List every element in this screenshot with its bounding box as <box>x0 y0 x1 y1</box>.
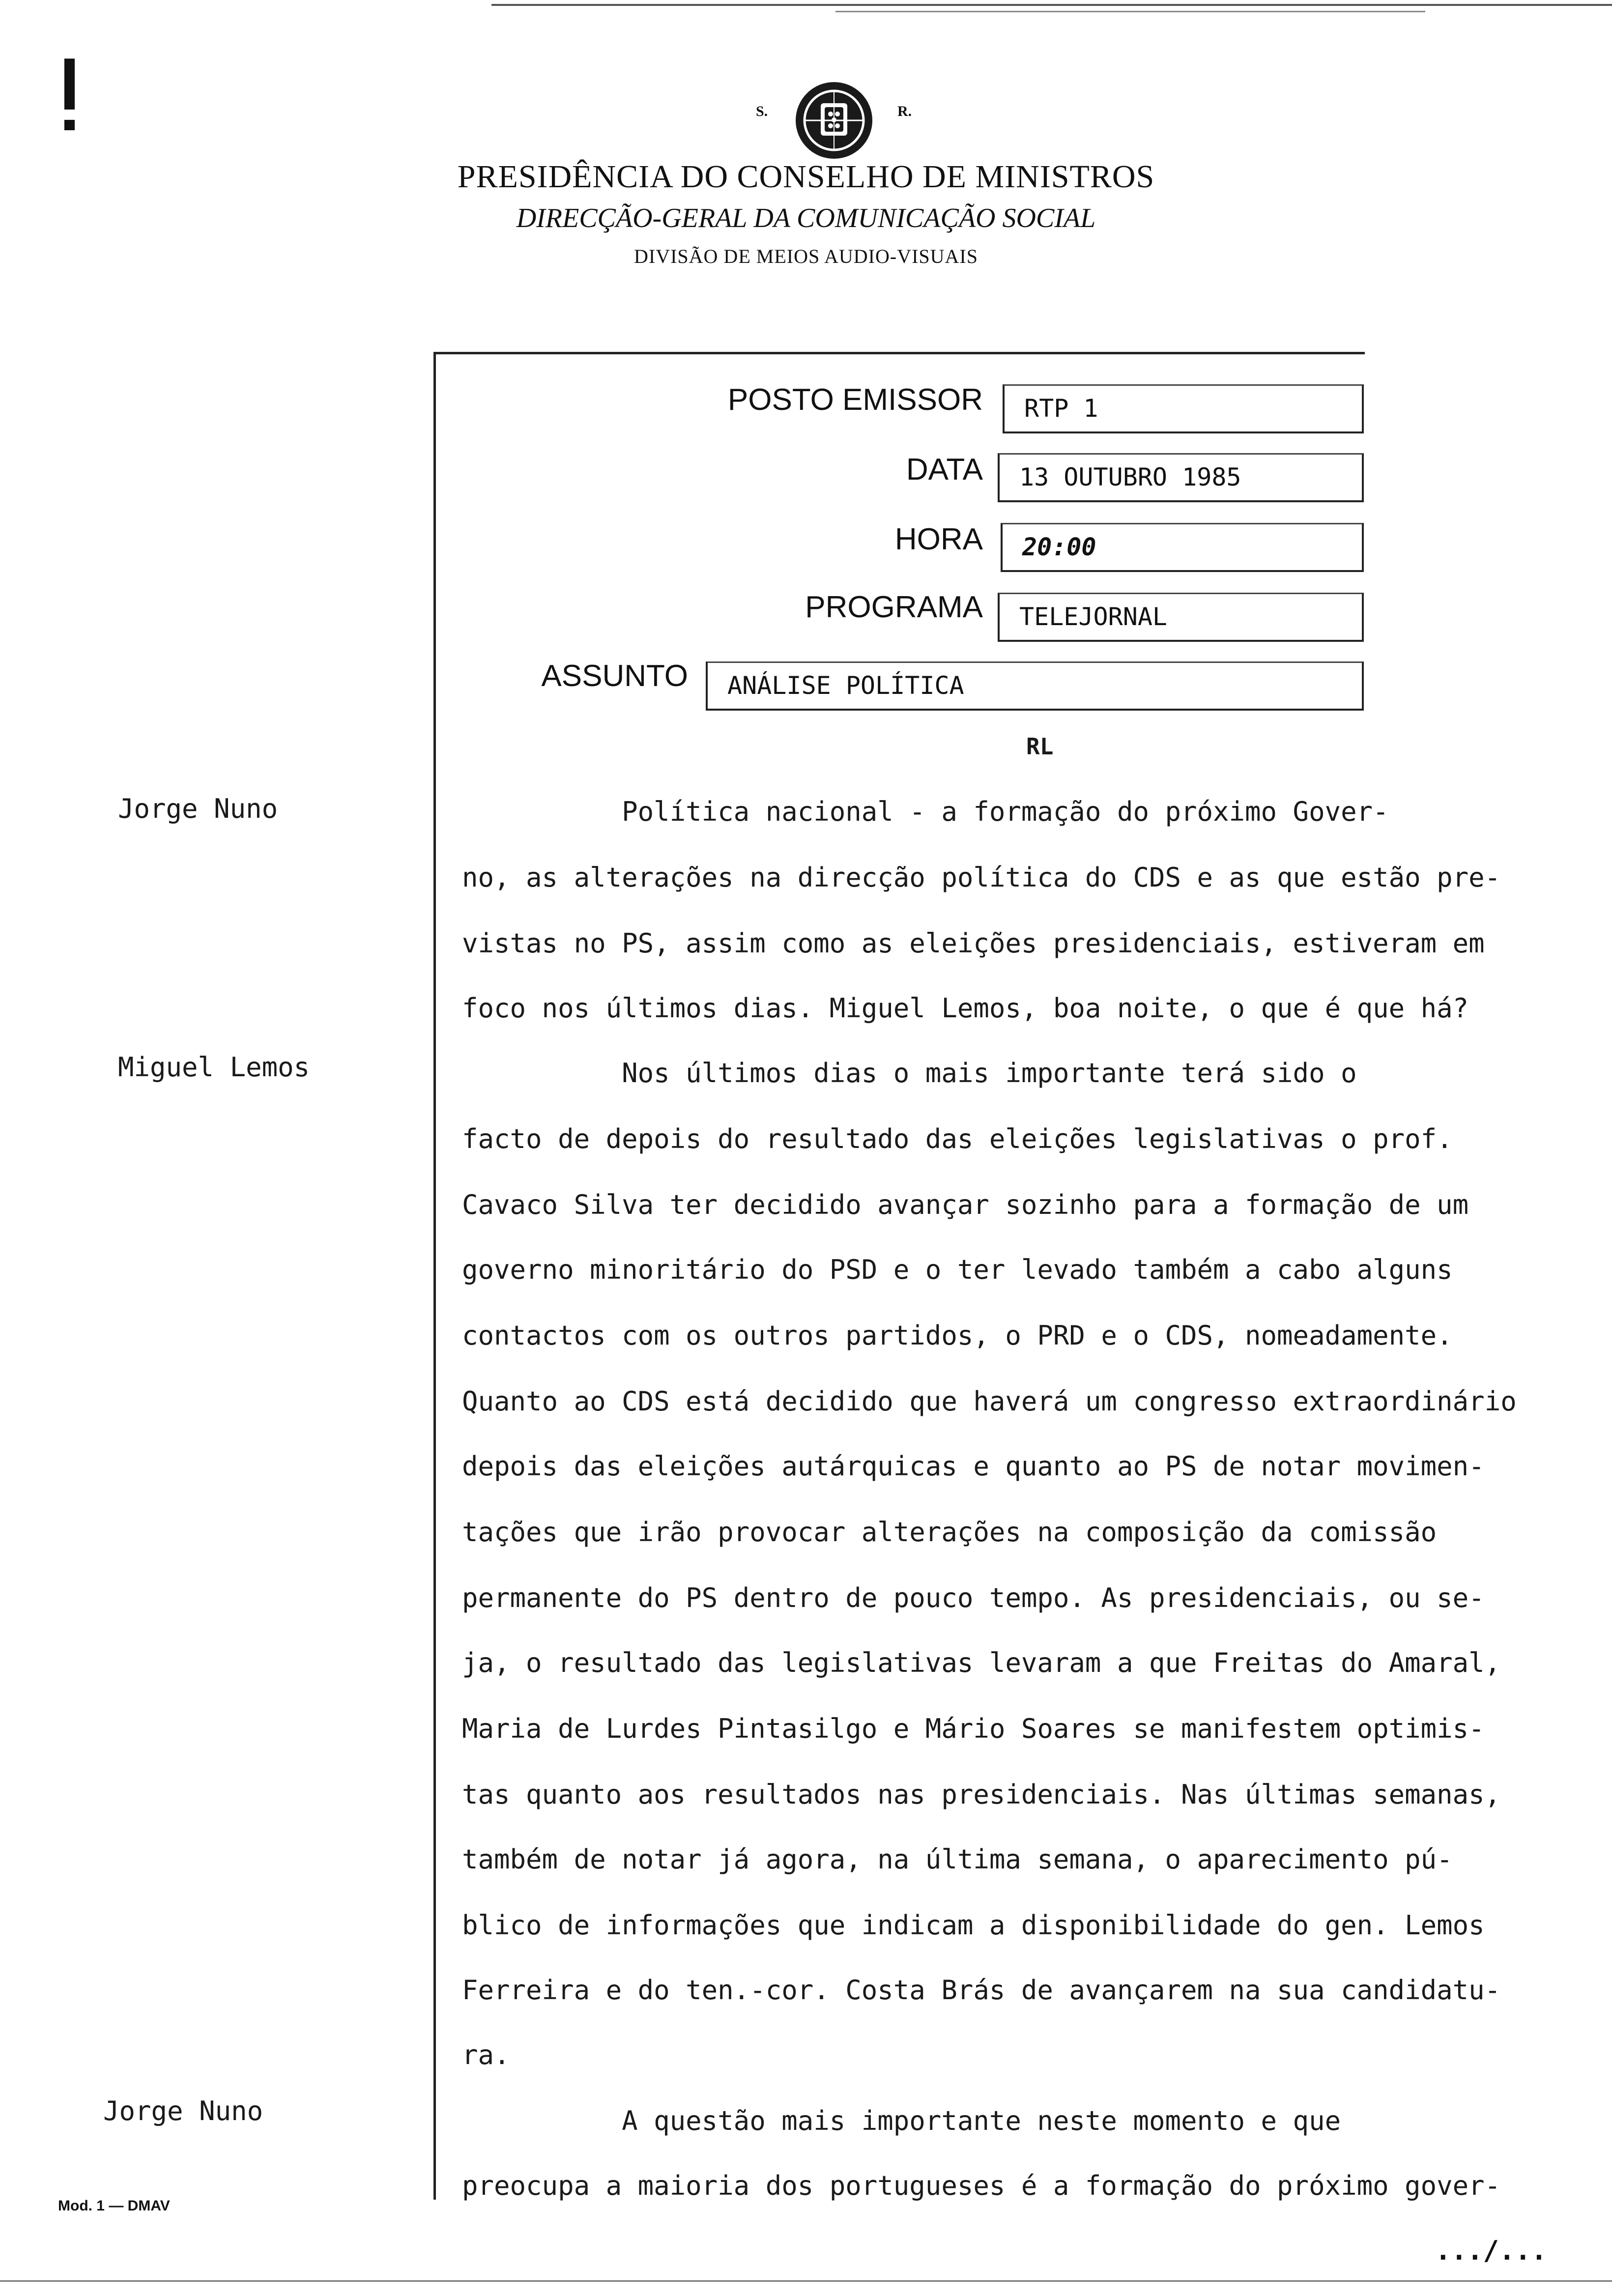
republic-emblem-icon <box>792 79 876 162</box>
transcript-line: também de notar já agora, na última semana, o aparecimento pú- <box>462 1844 1453 1875</box>
assunto-label: ASSUNTO <box>541 659 688 693</box>
transcript-line: preocupa a maioria dos portugueses é a formação do próximo gover- <box>462 2170 1501 2201</box>
letterhead-division: DIVISÃO DE MEIOS AUDIO-VISUAIS <box>634 245 978 267</box>
transcript-line: permanente do PS dentro de pouco tempo. As presidenciais, ou se- <box>462 1582 1485 1613</box>
hora-value: 20:00 <box>1001 523 1364 572</box>
letterhead-directorate: DIRECÇÃO-GERAL DA COMUNICAÇÃO SOCIAL <box>516 203 1096 233</box>
seal-left-letter: S. <box>756 103 768 119</box>
transcript-line: Nos últimos dias o mais importante terá sido o <box>462 1058 1357 1089</box>
letterhead-ministry: PRESIDÊNCIA DO CONSELHO DE MINISTROS <box>457 159 1155 195</box>
form-code: Mod. 1 — DMAV <box>58 2198 170 2214</box>
transcript-line: Cavaco Silva ter decidido avançar sozinho para a formação de um <box>462 1189 1469 1220</box>
data-value: 13 OUTUBRO 1985 <box>998 453 1364 502</box>
top-edge-line-2 <box>835 11 1425 12</box>
form-top-rule <box>433 352 1365 354</box>
speaker-jorge-nuno-2: Jorge Nuno <box>103 2095 263 2126</box>
programa-value: TELEJORNAL <box>998 593 1364 642</box>
programa-label: PROGRAMA <box>805 590 983 624</box>
assunto-value: ANÁLISE POLÍTICA <box>706 661 1364 711</box>
top-edge-line <box>491 4 1612 6</box>
transcript-line: depois das eleições autárquicas e quanto ao PS de notar movimen- <box>462 1451 1485 1482</box>
transcript-line: facto de depois do resultado das eleições legislativas o prof. <box>462 1123 1453 1154</box>
transcript-line: Ferreira e do ten.-cor. Costa Brás de avançarem na sua candidatu- <box>462 1975 1501 2006</box>
transcript-line: ra. <box>462 2039 510 2070</box>
transcript-line: contactos com os outros partidos, o PRD e o CDS, nomeadamente. <box>462 1320 1453 1351</box>
letterhead-seal <box>747 74 934 162</box>
transcript-line: Maria de Lurdes Pintasilgo e Mário Soares se manifestem optimis- <box>462 1713 1485 1744</box>
transcript-line: tações que irão provocar alterações na composição da comissão <box>462 1517 1437 1548</box>
transcript-line: A questão mais importante neste momento e que <box>462 2105 1341 2136</box>
transcript-line: tas quanto aos resultados nas presidenciais. Nas últimas semanas, <box>462 1779 1501 1810</box>
typist-initials: RL <box>1026 733 1054 760</box>
data-label: DATA <box>906 453 983 487</box>
handwritten-mark: ǃ <box>55 38 84 154</box>
transcript-line: Política nacional - a formação do próximo Gover- <box>462 796 1389 827</box>
transcript-line: ja, o resultado das legislativas levaram a que Freitas do Amaral, <box>462 1647 1501 1678</box>
transcript-line: no, as alterações na direcção política do CDS e as que estão pre- <box>462 862 1501 893</box>
hora-label: HORA <box>894 522 983 556</box>
transcript-line: foco nos últimos dias. Miguel Lemos, boa noite, o que é que há? <box>462 993 1469 1024</box>
posto-emissor-label: POSTO EMISSOR <box>727 383 983 417</box>
transcript-line: governo minoritário do PSD e o ter levado também a cabo alguns <box>462 1254 1453 1285</box>
transcript-line: Quanto ao CDS está decidido que haverá um congresso extraordinário <box>462 1386 1517 1417</box>
speaker-miguel-lemos: Miguel Lemos <box>118 1052 310 1083</box>
left-margin-rule <box>433 352 436 2200</box>
seal-right-letter: R. <box>897 103 912 119</box>
bottom-edge-line <box>0 2280 1612 2282</box>
transcript-line: blico de informações que indicam a disponibilidade do gen. Lemos <box>462 1910 1485 1941</box>
continuation-mark: .../... <box>1435 2235 1547 2266</box>
speaker-jorge-nuno: Jorge Nuno <box>118 793 278 824</box>
posto-emissor-value: RTP 1 <box>1003 384 1364 433</box>
transcript-line: vistas no PS, assim como as eleições presidenciais, estiveram em <box>462 928 1485 959</box>
